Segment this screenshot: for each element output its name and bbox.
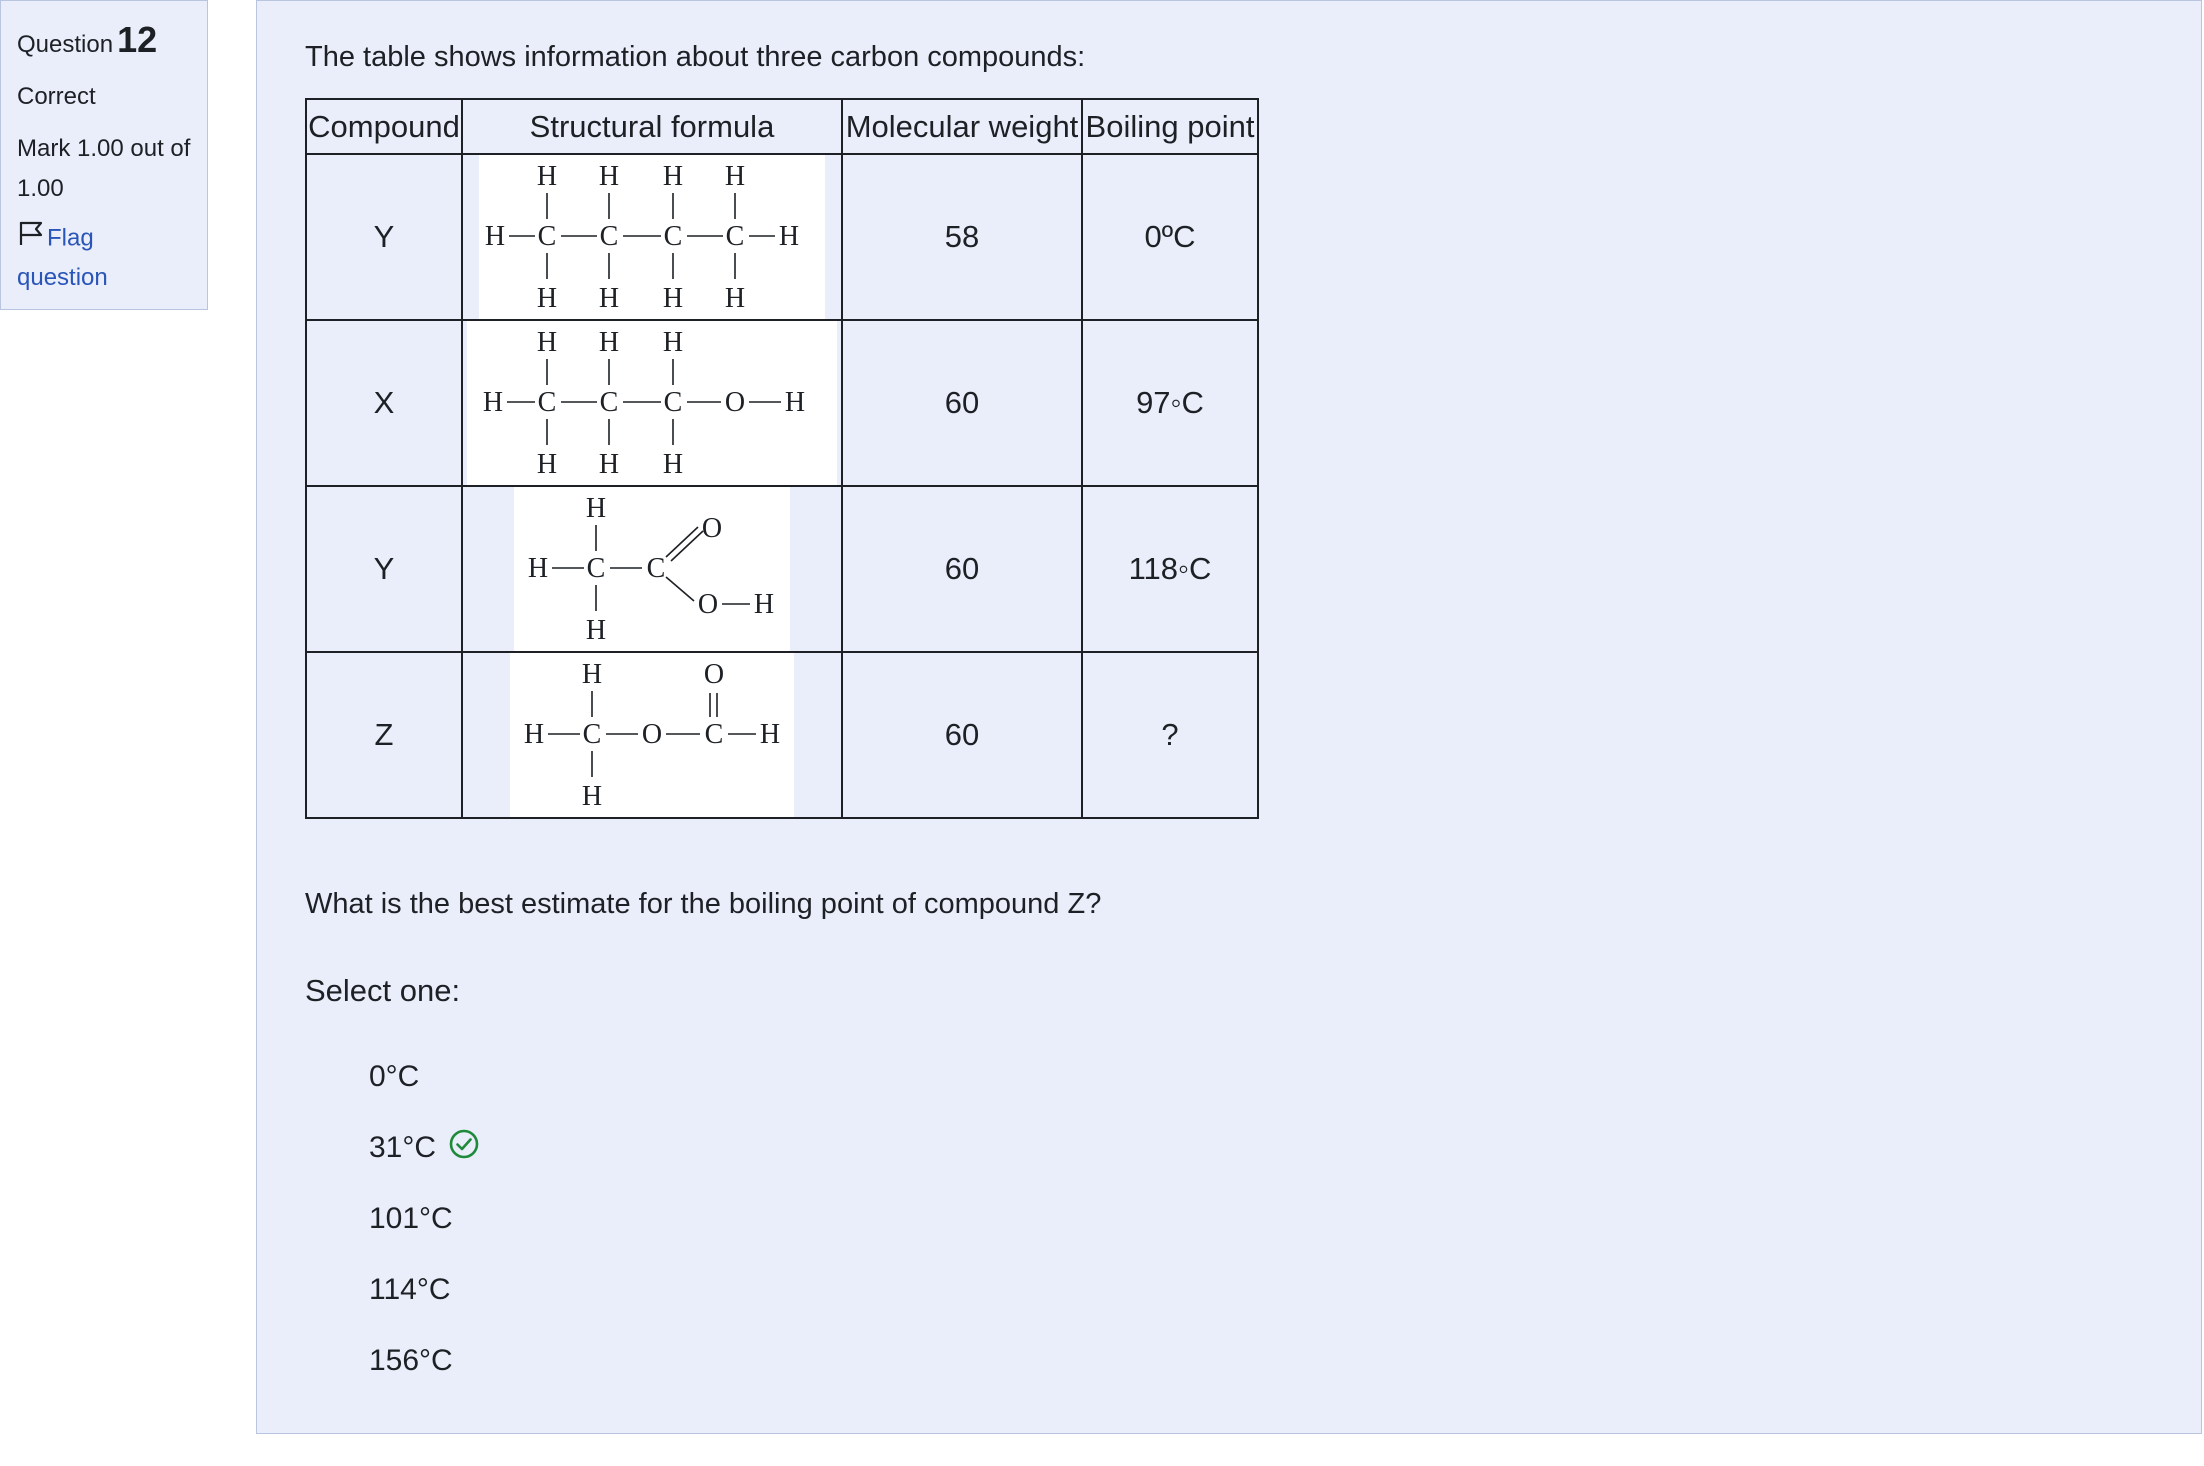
svg-text:O: O [724,387,746,418]
question-intro: The table shows information about three carbon compounds: [305,41,1086,73]
question-number: 12 [117,19,158,60]
table-row [306,652,1258,818]
column-header: Structural formula [462,99,842,154]
svg-text:H: H [536,161,558,192]
answer-label: 31°C [369,1130,437,1164]
svg-text:O: O [703,659,725,690]
table-row [306,486,1258,652]
compound-cell: X [306,320,462,486]
question-grade: Mark 1.00 out of 1.00 [17,135,191,202]
svg-text:C: C [537,387,557,418]
flag-question-label: Flag question [17,224,108,291]
svg-text:C: C [582,719,602,750]
structural-formula-cell [462,154,842,320]
boiling-point-cell: 0ºC [1082,154,1258,320]
table-row [306,154,1258,320]
svg-text:O: O [641,719,663,750]
svg-text:H: H [598,449,620,480]
molecular-weight-cell: 60 [842,320,1082,486]
svg-text:C: C [537,221,557,252]
svg-text:C: C [663,221,683,252]
svg-text:H: H [598,327,620,358]
compound-cell: Z [306,652,462,818]
molecular-weight-cell: 60 [842,486,1082,652]
svg-text:H: H [662,283,684,314]
answer-option[interactable] [369,1183,480,1254]
check-circle-icon [448,1128,480,1168]
svg-text:C: C [646,553,666,584]
boiling-point-cell: ? [1082,652,1258,818]
svg-text:H: H [662,161,684,192]
molecular-weight-cell: 60 [842,652,1082,818]
column-header: Compound [306,99,462,154]
svg-text:C: C [599,221,619,252]
svg-text:H: H [662,327,684,358]
answer-label: 156°C [369,1343,453,1377]
answer-option[interactable] [369,1325,480,1396]
svg-text:H: H [484,221,506,252]
acetic-acid-formula-image [514,487,790,651]
structural-formula-cell [462,320,842,486]
svg-text:C: C [725,221,745,252]
svg-text:H: H [482,387,504,418]
question-number-heading [17,19,191,61]
svg-text:H: H [523,719,545,750]
propanol-formula-image [467,321,837,485]
svg-text:H: H [598,283,620,314]
flag-question-link[interactable] [17,219,191,297]
svg-text:H: H [662,449,684,480]
svg-text:C: C [586,553,606,584]
question-state: Correct [17,83,96,110]
svg-text:H: H [536,283,558,314]
svg-text:H: H [759,719,781,750]
answer-option[interactable] [369,1254,480,1325]
table-row [306,320,1258,486]
answer-option[interactable] [369,1112,480,1183]
svg-text:C: C [599,387,619,418]
svg-text:H: H [753,589,775,620]
butane-formula-image [479,155,825,319]
svg-text:H: H [585,493,607,524]
svg-text:H: H [536,449,558,480]
svg-text:H: H [724,283,746,314]
molecular-weight-cell: 58 [842,154,1082,320]
svg-text:H: H [778,221,800,252]
svg-text:H: H [527,553,549,584]
question-content [256,0,2202,1434]
boiling-point-cell: 118◦C [1082,486,1258,652]
column-header: Boiling point [1082,99,1258,154]
answer-label: 0°C [369,1059,420,1093]
compounds-table [305,98,1259,819]
column-header: Molecular weight [842,99,1082,154]
svg-text:H: H [536,327,558,358]
flag-icon [17,219,45,259]
compound-cell: Y [306,486,462,652]
question-info-panel [0,0,208,310]
svg-text:C: C [663,387,683,418]
methyl-formate-formula-image [510,653,794,817]
svg-text:C: C [704,719,724,750]
svg-text:O: O [701,513,723,544]
answer-label: 114°C [369,1272,451,1306]
question-label: Question [17,31,114,58]
structural-formula-cell [462,652,842,818]
answer-options [369,1041,480,1396]
answer-label: 101°C [369,1201,453,1235]
svg-text:H: H [581,659,603,690]
question-prompt: What is the best estimate for the boiling point of compound Z? [305,888,1102,920]
structural-formula-cell [462,486,842,652]
select-one-label: Select one: [305,973,461,1008]
svg-text:O: O [697,589,719,620]
answer-option[interactable] [369,1041,480,1112]
table-header-row [306,99,1258,154]
boiling-point-cell: 97◦C [1082,320,1258,486]
svg-text:H: H [724,161,746,192]
svg-text:H: H [784,387,806,418]
svg-text:H: H [585,615,607,646]
svg-text:H: H [598,161,620,192]
compound-cell: Y [306,154,462,320]
svg-text:H: H [581,781,603,812]
